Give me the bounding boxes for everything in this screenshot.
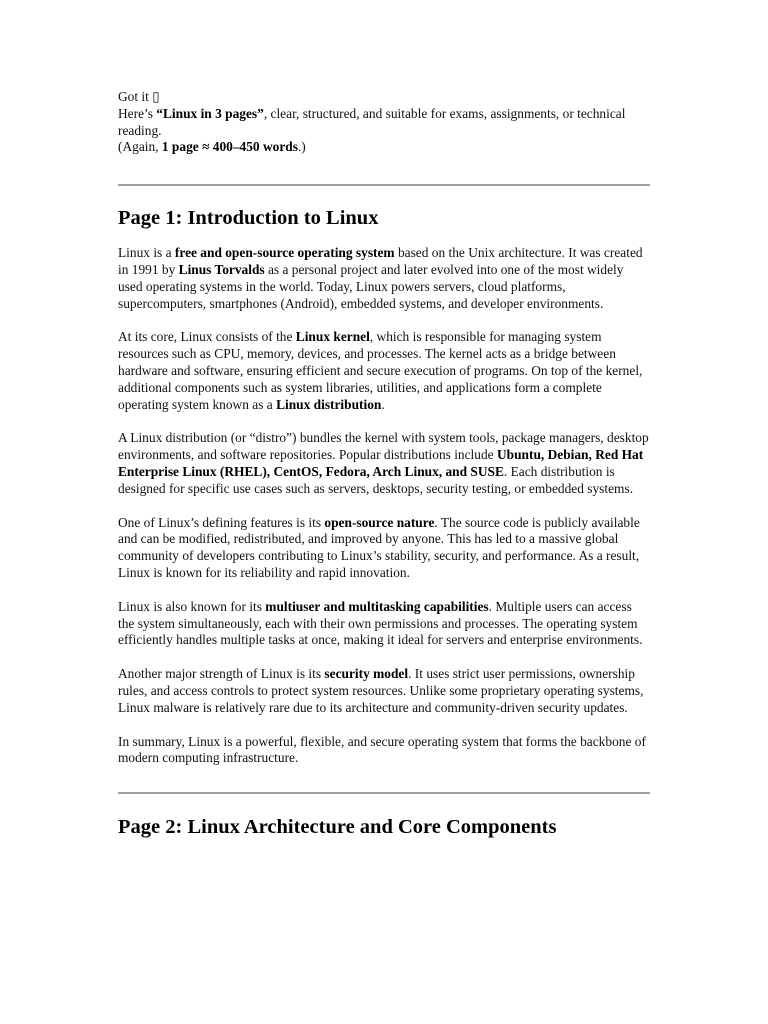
bold-text: multiuser and multitasking capabilities: [265, 598, 489, 614]
bold-text: security model: [324, 666, 409, 682]
intro-line-1: [118, 89, 650, 106]
text-span: One of Linux’s defining features is its: [118, 514, 325, 530]
page-1-heading: Page 1: Introduction to Linux: [118, 207, 379, 230]
text-span: At its core, Linux consists of the: [118, 329, 296, 345]
paragraph-6: [118, 666, 650, 716]
text-span: A Linux distribution (or “distro”) bundles the kernel with system tools, package managers, desktop environments, and software repositories. Popular distributions include: [118, 430, 649, 463]
intro-text: , clear, structured, and suitable for exams, assignments, or technical reading.: [118, 105, 626, 138]
bold-text: Linus Torvalds: [178, 261, 265, 277]
intro-title-bold: “Linux in 3 pages”: [156, 105, 264, 121]
intro-text: Here’s: [118, 105, 157, 121]
text-span: Linux is also known for its: [118, 598, 266, 614]
text-span: . Multiple users can access the system simultaneously, each with their own permissions and processes. The operating system efficiently handles multiple tasks at once, making it ideal for servers and enterprise environments.: [118, 598, 643, 648]
paragraph-7: [118, 734, 650, 768]
section-divider: [118, 792, 650, 794]
intro-wordcount-bold: 1 page ≈ 400–450 words: [161, 139, 298, 155]
page-2-heading: Page 2: Linux Architecture and Core Components: [118, 816, 557, 839]
paragraph-4: [118, 515, 650, 582]
text-span: . The source code is publicly available and can be modified, redistributed, and improved by anyone. This has led to a massive global community of developers contributing to Linux’s stability, security, and performance. As a result, Linux is known for its reliability and rapid innovation.: [118, 514, 640, 580]
intro-text: .): [297, 139, 306, 155]
paragraph-1: [118, 245, 650, 312]
bold-text: Linux kernel: [295, 329, 370, 345]
bold-text: open-source nature: [324, 514, 435, 530]
intro-block: [118, 89, 650, 156]
intro-line-2: [118, 106, 650, 140]
document-content: [118, 89, 650, 854]
text-span: In summary, Linux is a powerful, flexible, and secure operating system that forms the backbone of modern computing infrastructure.: [118, 733, 646, 766]
intro-ack-text: Got it ▯: [118, 89, 160, 104]
text-span: as a personal project and later evolved into one of the most widely used operating systems in the world. Today, Linux powers servers, cloud platforms, supercomputers, smartphones (Android), embedded systems, and developer environments.: [118, 261, 624, 311]
paragraph-3: [118, 430, 650, 497]
text-span: based on the Unix architecture. It was created in 1991 by: [118, 245, 643, 277]
bold-text: Ubuntu, Debian, Red Hat Enterprise Linux (RHEL), CentOS, Fedora, Arch Linux, and SUSE: [118, 447, 644, 479]
text-span: Another major strength of Linux is its: [118, 666, 325, 682]
text-span: Linux is a: [118, 245, 175, 261]
intro-line-3: [118, 139, 650, 156]
text-span: , which is responsible for managing system resources such as CPU, memory, devices, and processes. The kernel acts as a bridge between hardware and software, ensuring efficient and secure execution of programs. On top of the kernel, additional components such as system libraries, utilities, and applications form a complete operating system known as a: [118, 329, 643, 412]
text-span: . Each distribution is designed for specific use cases such as servers, desktops, security testing, or embedded systems.: [118, 463, 634, 496]
bold-text: Linux distribution: [276, 396, 382, 412]
intro-text: (Again,: [118, 139, 162, 155]
text-span: . It uses strict user permissions, ownership rules, and access controls to protect system resources. Unlike some proprietary operating systems, Linux malware is relatively rare due to its architecture and community-driven security updates.: [118, 666, 644, 715]
bold-text: free and open-source operating system: [174, 245, 395, 261]
text-span: .: [381, 396, 385, 412]
paragraph-2: [118, 329, 650, 413]
section-divider: [118, 184, 650, 186]
paragraph-5: [118, 599, 650, 649]
